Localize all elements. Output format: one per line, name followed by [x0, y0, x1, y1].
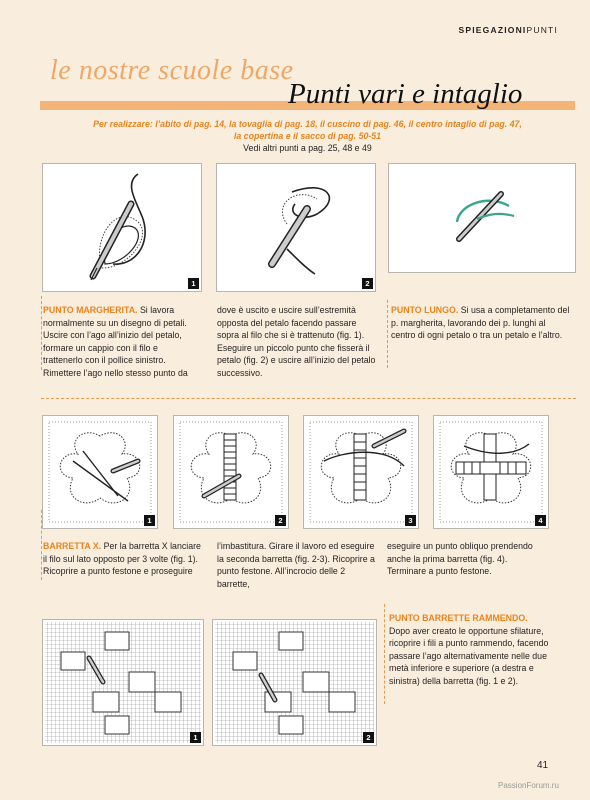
page-title: Punti vari e intaglio [288, 78, 523, 110]
figure-number: 4 [535, 515, 546, 526]
figure-number: 3 [405, 515, 416, 526]
section-divider [41, 398, 576, 399]
barretta-figure-4 [433, 415, 549, 529]
rammendo-label: PUNTO BARRETTE RAMMENDO. [389, 613, 528, 623]
barretta-text-col3: eseguire un punto obliquo prendendo anche la prima barretta (fig. 4). Terminare a punto festone. [387, 541, 533, 577]
figure-number: 1 [188, 278, 199, 289]
figure-number: 2 [362, 278, 373, 289]
barretta-illustration-4 [434, 416, 548, 528]
barretta-text-col2: l’imbastitura. Girare il lavoro ed eseguire la seconda barretta (fig. 2-3). Ricoprire a punto festone. All’incrocio delle 2 barrette, [217, 541, 375, 589]
margherita-body-2: Rimettere l’ago nello stesso punto da [43, 367, 188, 378]
references [40, 118, 575, 154]
rammendo-body: Dopo aver creato le opportune sfilature, ricoprire i fili a punto rammendo, facendo passare l’ago alternativamente nelle due metà inferiore e superiore (a destra e sinistra) della barretta (fig. 1 e 2). [389, 625, 549, 686]
punto-lungo-text [391, 304, 571, 342]
margherita-figure-2 [216, 163, 376, 292]
barretta-illustration-1 [43, 416, 157, 528]
rammendo-figure-1 [42, 619, 204, 746]
margherita-text-col1 [43, 304, 199, 380]
references-line2: la copertina e il sacco di pag. 50-51 [233, 131, 382, 141]
barretta-illustration-2 [174, 416, 288, 528]
page-number: 41 [537, 760, 549, 771]
watermark: PassionForum.ru [498, 781, 559, 790]
page-kicker: le nostre scuole base [50, 55, 294, 86]
rammendo-box [384, 604, 385, 704]
barretta-figure-1 [42, 415, 158, 529]
margherita-body: Si lavora normalmente su un disegno di petali. Uscire con l’ago all’inizio del petalo, formare un cappio con il filo e trattenerlo con il pollice sinistro. [43, 305, 187, 366]
barretta-box [41, 510, 42, 580]
barretta-figure-3 [303, 415, 419, 529]
rammendo-illustration-2 [213, 620, 376, 745]
margherita-illustration-2 [217, 164, 375, 291]
barretta-body: Per la barretta X lanciare il filo sul lato opposto per 3 volte (fig. 1). Ricoprire a punto festone e proseguire [43, 541, 201, 577]
section-header [459, 25, 559, 35]
rammendo-text [389, 612, 549, 688]
rammendo-illustration-1 [43, 620, 203, 745]
punto-lungo-body: Si usa a completamento del p. margherita, lavorando dei p. lunghi al centro di ogni petalo o tra un petalo e l’altro. [391, 305, 570, 341]
margherita-illustration-1 [43, 164, 201, 291]
figure-number: 2 [275, 515, 286, 526]
figure-number: 2 [363, 732, 374, 743]
section-header-thin: PUNTI [526, 25, 558, 35]
barretta-label: BARRETTA X. [43, 541, 102, 551]
rammendo-figure-2 [212, 619, 377, 746]
punto-lungo-label: PUNTO LUNGO. [391, 305, 459, 315]
punto-lungo-illustration [389, 164, 575, 272]
margherita-label: PUNTO MARGHERITA. [43, 305, 138, 315]
section-header-bold: SPIEGAZIONI [458, 25, 527, 35]
barretta-figure-2 [173, 415, 289, 529]
barretta-illustration-3 [304, 416, 418, 528]
barretta-text-col1 [43, 540, 203, 578]
references-line3: Vedi altri punti a pag. 25, 48 e 49 [243, 143, 372, 153]
punto-lungo-figure [388, 163, 576, 273]
column-divider [387, 300, 388, 368]
figure-number: 1 [144, 515, 155, 526]
margherita-text-col2: dove è uscito e uscire sull’estremità opposta del petalo facendo passare sopra al filo che si è trattenuto (fig. 1). Eseguire un piccolo punto che fisserà il petalo (fig. 2) e uscire all’inizio del petalo successivo. [217, 305, 376, 378]
figure-number: 1 [190, 732, 201, 743]
references-line1: Per realizzare: l’abito di pag. 14, la tovaglia di pag. 18, il cuscino di pag. 46, il centro intaglio di pag. 47, [93, 119, 522, 129]
margherita-figure-1 [42, 163, 202, 292]
